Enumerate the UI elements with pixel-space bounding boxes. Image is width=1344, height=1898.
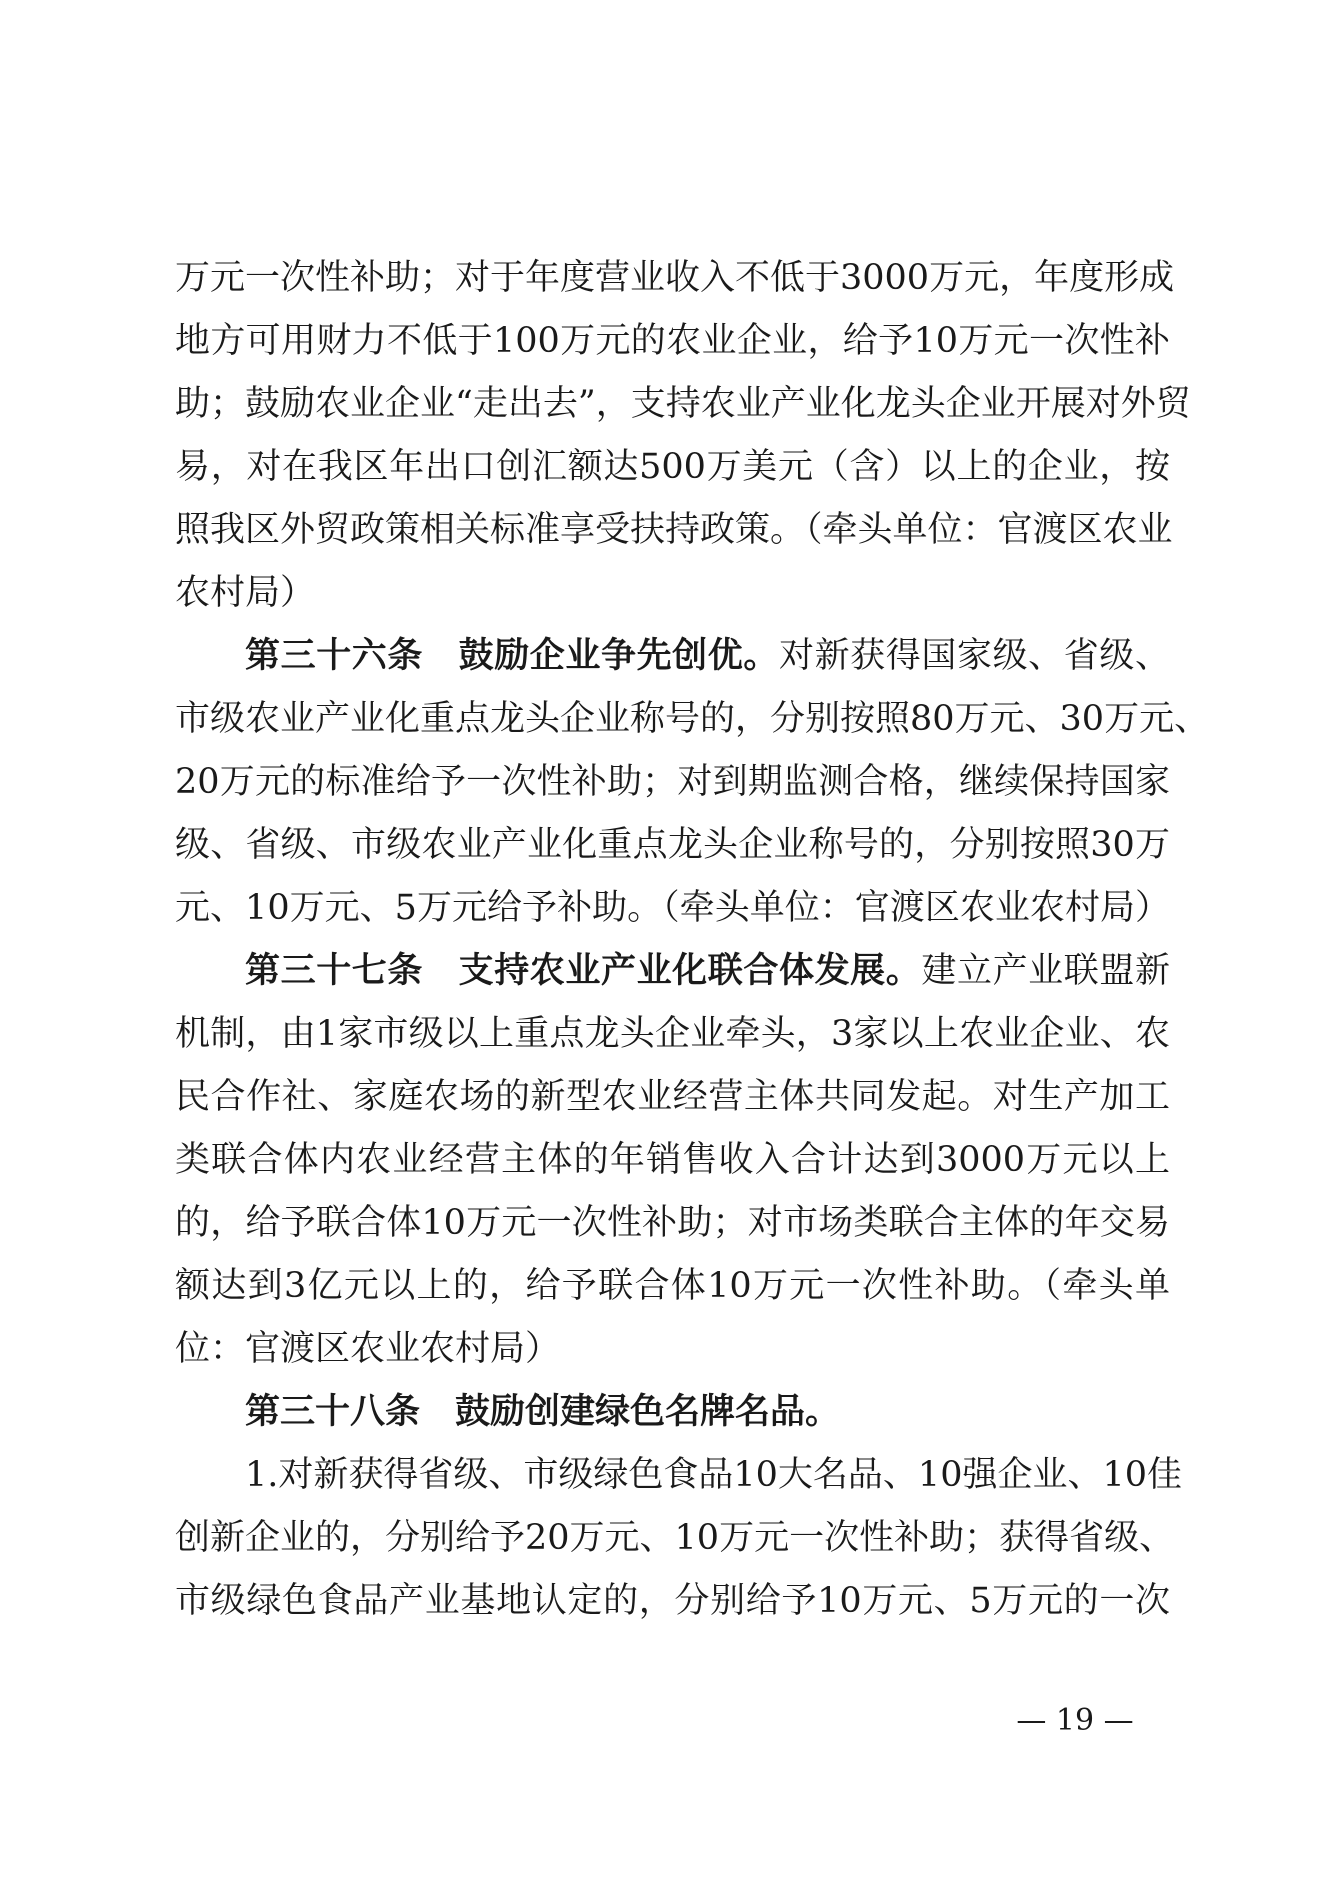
list-item-first-line: 1.对新获得省级、市级绿色食品10大名品、10强企业、10佳 (245, 1455, 1183, 1495)
paragraph-line: 元、10万元、5万元给予补助。（牵头单位：官渡区农业农村局） (175, 888, 1170, 928)
paragraph-line: 万元一次性补助；对于年度营业收入不低于3000万元，年度形成 (175, 258, 1175, 298)
paragraph-line: 民合作社、家庭农场的新型农业经营主体共同发起。对生产加工 (175, 1077, 1170, 1117)
paragraph-line: 市级绿色食品产业基地认定的，分别给予10万元、5万元的一次 (175, 1581, 1170, 1621)
article-text: 建立产业联盟新 (921, 951, 1170, 991)
paragraph-line: 机制，由1家市级以上重点龙头企业牵头，3家以上农业企业、农 (175, 1014, 1170, 1054)
article-37-first-line (245, 939, 1170, 1003)
paragraph-line: 易，对在我区年出口创汇额达500万美元（含）以上的企业，按 (175, 447, 1170, 487)
paragraph-line: 类联合体内农业经营主体的年销售收入合计达到3000万元以上 (175, 1140, 1170, 1180)
paragraph-line: 位：官渡区农业农村局） (175, 1329, 561, 1369)
article-36-first-line (245, 624, 1170, 688)
paragraph-line: 农村局） (175, 573, 316, 613)
page-number: — 19 — (1016, 1703, 1134, 1738)
article-text: 对新获得国家级、省级、 (778, 636, 1170, 676)
paragraph-line: 额达到3亿元以上的，给予联合体10万元一次性补助。（牵头单 (175, 1266, 1170, 1306)
article-38-first-line (245, 1380, 1170, 1444)
paragraph-line: 地方可用财力不低于100万元的农业企业，给予10万元一次性补 (175, 321, 1170, 361)
article-heading: 第三十八条 鼓励创建绿色名牌名品。 (245, 1391, 841, 1432)
article-heading: 第三十六条 鼓励企业争先创优。 (245, 635, 779, 676)
article-heading: 第三十七条 支持农业产业化联合体发展。 (245, 950, 922, 991)
paragraph-line: 的，给予联合体10万元一次性补助；对市场类联合主体的年交易 (175, 1203, 1170, 1243)
paragraph-line: 市级农业产业化重点龙头企业称号的，分别按照80万元、30万元、 (175, 699, 1210, 739)
paragraph-line: 助；鼓励农业企业“走出去”，支持农业产业化龙头企业开展对外贸 (175, 384, 1191, 424)
paragraph-line: 照我区外贸政策相关标准享受扶持政策。（牵头单位：官渡区农业 (175, 510, 1173, 550)
paragraph-line: 20万元的标准给予一次性补助；对到期监测合格，继续保持国家 (175, 762, 1170, 802)
paragraph-line: 创新企业的，分别给予20万元、10万元一次性补助；获得省级、 (175, 1518, 1175, 1558)
paragraph-line: 级、省级、市级农业产业化重点龙头企业称号的，分别按照30万 (175, 825, 1170, 865)
